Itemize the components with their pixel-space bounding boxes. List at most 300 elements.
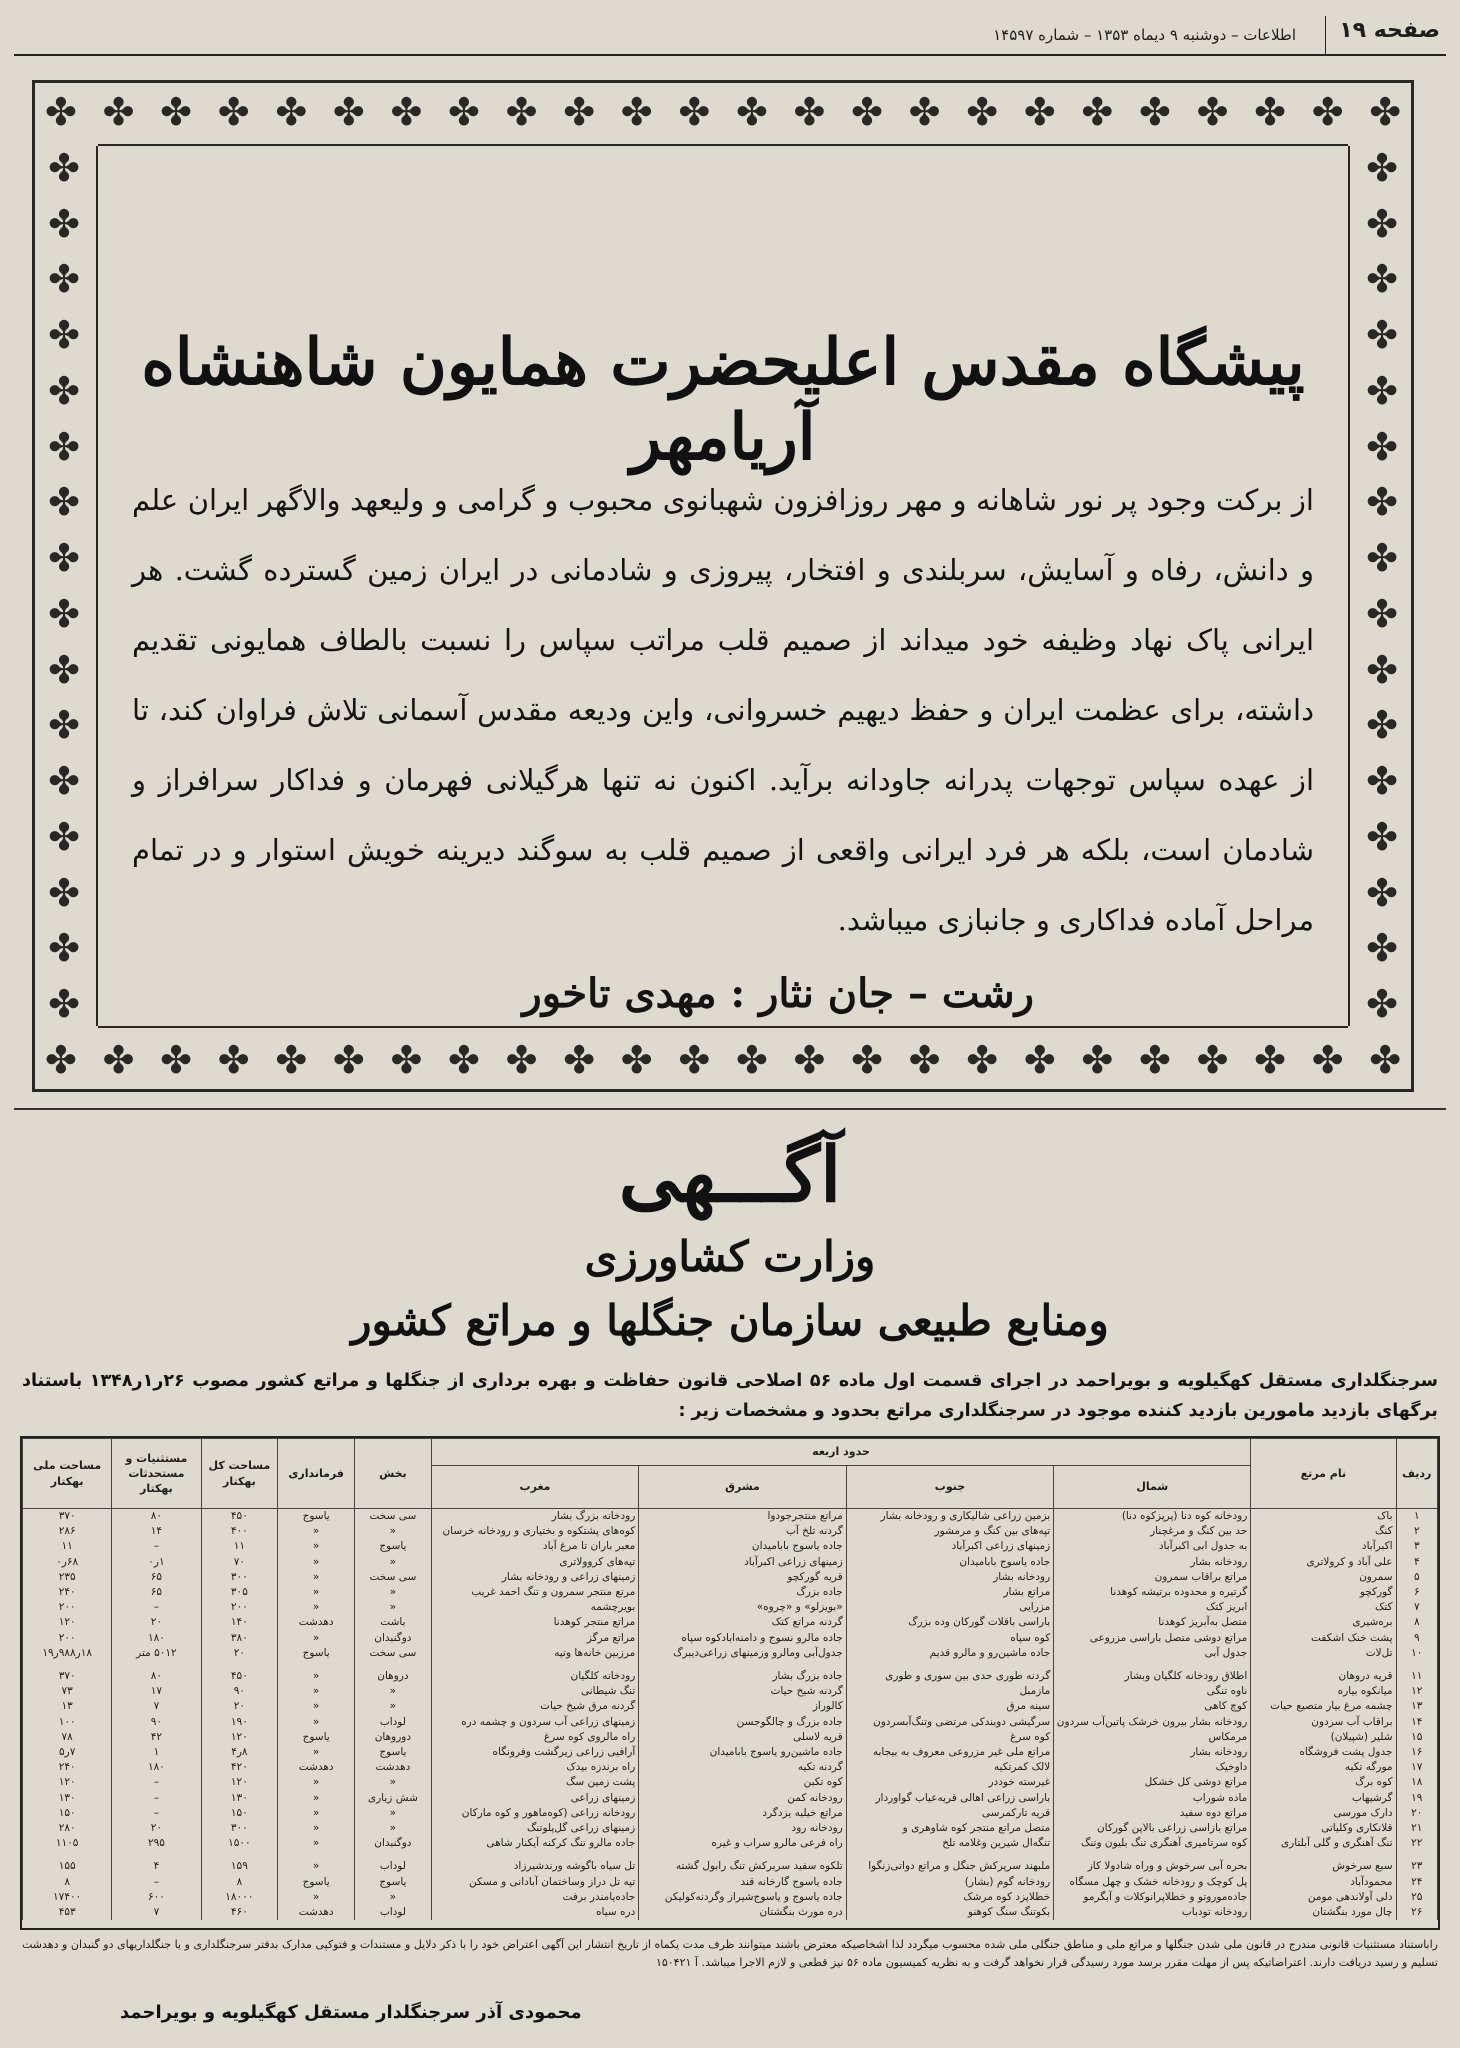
cell-bound-west: جاده‌‌یامندر برفت xyxy=(431,1890,639,1905)
cell-bound-west: پشت زمین سگ xyxy=(431,1775,639,1790)
ornament-border-top xyxy=(32,82,1414,142)
ornament-icon: ✤ xyxy=(1366,647,1398,692)
rangelands-table xyxy=(22,1438,1438,1920)
ornament-icon: ✤ xyxy=(48,368,80,413)
row-group-gap xyxy=(23,1851,1438,1859)
ornament-icon: ✤ xyxy=(45,90,77,134)
cell-national-area: ۱۸ر۹۸۸ر۱۹ xyxy=(23,1646,112,1661)
cell-national-area: ۱۲۰ xyxy=(23,1615,112,1630)
cell-bound-east: جاده بزرگ xyxy=(639,1585,846,1600)
announcement-signature: محمودی آذر سرجنگلدار مستقل کهگیلویه و بویراحمد xyxy=(120,2002,582,2023)
cell-rangeland-name: کتک xyxy=(1251,1600,1396,1615)
ornament-icon: ✤ xyxy=(793,1038,826,1082)
ornament-icon: ✤ xyxy=(48,424,80,469)
table-row xyxy=(23,1524,1438,1539)
ornament-icon: ✤ xyxy=(448,90,480,134)
cell-bound-north: کوه سرتامیری آهنگری تنگ بلیون وتنگ xyxy=(1054,1836,1251,1851)
ornament-icon: ✤ xyxy=(275,1038,308,1082)
cell-bound-east: کوه تکبن xyxy=(639,1775,846,1790)
ornament-icon: ✤ xyxy=(1081,1038,1114,1082)
cell-district: یاسوج xyxy=(355,1539,432,1554)
cell-governorate: دهدشت xyxy=(278,1905,355,1920)
cell-bound-north: مراتع دوشی متصل باراسی مزروعی xyxy=(1054,1631,1251,1646)
table-row xyxy=(23,1806,1438,1821)
ornament-icon: ✤ xyxy=(1196,90,1229,134)
table-row xyxy=(23,1760,1438,1775)
cell-national-area: ۲۸۰ xyxy=(23,1821,112,1836)
cell-bound-north: مراتع بازاسی زراعی بالاپن گورکان xyxy=(1054,1821,1251,1836)
cell-bound-west: دره سیاه xyxy=(431,1905,639,1920)
cell-bound-north: پل کوچک و رودخانه خشک و چهل مسگاه xyxy=(1054,1875,1251,1890)
cell-total-area: ۲۰۰ xyxy=(201,1600,278,1615)
cell-bound-east: گردنه تکیه xyxy=(639,1760,846,1775)
cell-district: یاسوج xyxy=(355,1745,432,1760)
cell-district: سی سخت xyxy=(355,1646,432,1661)
cell-national-area: ۱۷۴۰۰ xyxy=(23,1890,112,1905)
cell-national-area: ۱۲۰ xyxy=(23,1775,112,1790)
cell-exceptions-area: – xyxy=(112,1806,201,1821)
cell-governorate: « xyxy=(278,1806,355,1821)
cell-exceptions-area: ۱۸۰ xyxy=(112,1760,201,1775)
cell-bound-south: تنگه‌ال شیرین وغلامه تلخ xyxy=(846,1836,1053,1851)
frame-inner-top xyxy=(98,144,1348,146)
cell-district: « xyxy=(355,1684,432,1699)
cell-bound-east: جاده بزرگ و چالگوجسن xyxy=(639,1715,846,1730)
cell-governorate: یاسوج xyxy=(278,1509,355,1525)
cell-bound-east: گردنه مراتع کتک xyxy=(639,1615,846,1630)
cell-row-number: ۳ xyxy=(1396,1539,1437,1554)
col-header-governorate: فرمانداری xyxy=(278,1439,355,1509)
ornament-icon: ✤ xyxy=(1311,90,1344,134)
cell-rangeland-name: چال مورد بنگشتان xyxy=(1251,1905,1396,1920)
cell-bound-east: جاده یاسوج بابامیدان xyxy=(639,1539,846,1554)
cell-total-area: ۳۰۰ xyxy=(201,1821,278,1836)
cell-bound-north: رودخانه بشار xyxy=(1054,1745,1251,1760)
cell-row-number: ۱۲ xyxy=(1396,1684,1437,1699)
gap-cell xyxy=(639,1851,846,1859)
cell-bound-south: لالک کمرتکیه xyxy=(846,1760,1053,1775)
cell-bound-north: مراتع براقاب سمرون xyxy=(1054,1570,1251,1585)
cell-governorate: « xyxy=(278,1539,355,1554)
cell-governorate: « xyxy=(278,1745,355,1760)
cell-bound-west: رودخانه کلگیان xyxy=(431,1669,639,1684)
ornament-icon: ✤ xyxy=(48,201,80,246)
ornament-icon: ✤ xyxy=(390,90,423,134)
cell-governorate: دهدشت xyxy=(278,1615,355,1630)
header-divider xyxy=(1325,16,1326,54)
table-row xyxy=(23,1555,1438,1570)
gap-cell xyxy=(112,1851,201,1859)
cell-row-number: ۲۰ xyxy=(1396,1806,1437,1821)
ornament-icon: ✤ xyxy=(48,257,80,302)
cell-bound-south: کوه سرغ xyxy=(846,1730,1053,1745)
cell-bound-north: ماده شوراب xyxy=(1054,1791,1251,1806)
ornament-icon: ✤ xyxy=(1254,1038,1286,1082)
cell-national-area: ۲۳۵ xyxy=(23,1570,112,1585)
cell-exceptions-area: ۶۵ xyxy=(112,1585,201,1600)
ornament-icon: ✤ xyxy=(966,1038,999,1082)
ornament-icon: ✤ xyxy=(1081,90,1114,134)
ornament-icon: ✤ xyxy=(217,1038,250,1082)
cell-district: یاسوج xyxy=(355,1875,432,1890)
ornament-icon: ✤ xyxy=(217,90,250,134)
ornament-icon: ✤ xyxy=(1196,1038,1229,1082)
cell-bound-north: مراتع دوه سفید xyxy=(1054,1806,1251,1821)
cell-bound-east: جاده یاسوج و یاسوج‌شیراز وگردنه‌کولیکن xyxy=(639,1890,846,1905)
cell-rangeland-name: دارک مورسی xyxy=(1251,1806,1396,1821)
ornament-icon: ✤ xyxy=(1366,145,1398,190)
cell-bound-north: مراتع دوشی کل خشکل xyxy=(1054,1775,1251,1790)
cell-bound-south: کوه سپاه xyxy=(846,1631,1053,1646)
ornament-icon: ✤ xyxy=(48,926,80,971)
ornament-icon: ✤ xyxy=(1366,926,1398,971)
cell-bound-south: جاده یاسوج بابامیدان xyxy=(846,1555,1053,1570)
ornament-icon: ✤ xyxy=(908,1038,941,1082)
cell-row-number: ۲۳ xyxy=(1396,1859,1437,1874)
page-number: صفحه ۱۹ xyxy=(1339,18,1440,43)
cell-row-number: ۲۶ xyxy=(1396,1905,1437,1920)
ornament-icon: ✤ xyxy=(332,1038,365,1082)
ornament-icon: ✤ xyxy=(1366,313,1398,358)
ornament-icon: ✤ xyxy=(620,90,653,134)
ornament-icon: ✤ xyxy=(678,1038,711,1082)
cell-rangeland-name: باک xyxy=(1251,1509,1396,1525)
frame-ad-body: از برکت وجود پر نور شاهانه و مهر روزافزون شهبانوی محبوب و گرامی و ولیعهد والاگهر ایران علم و دانش، رفاه و آسایش، سربلندی و افتخار، پیروزی و شادمانی در ایران زمین گسترده گشت. هر ایرانی پاک نهاد وظیفه خود میداند از صمیم قلب مراتب سپاس را نسبت بالطاف همایونی تقدیم داشته، برای عظمت ایران و حفظ دیهیم خسروانی، واین ودیعه مقدس آسمانی تلاش فراوان کند، تا از عهده سپاس توجهات پدرانه جاودانه برآید. اکنون نه تنها هرگیلانی فهرمان و فداکار سرافراز و شادمان است، بلکه هر فرد ایرانی واقعی از صمیم قلب به سوگند دیرینه خویش استوار و در تمام مراحل آماده فداکاری و جانبازی میباشد. xyxy=(132,483,1314,937)
cell-total-area: ۴۲۰ xyxy=(201,1760,278,1775)
rangelands-table-wrapper xyxy=(20,1436,1440,1930)
cell-governorate: « xyxy=(278,1859,355,1874)
cell-bound-east: جاده یاسوج گارخانه قند xyxy=(639,1875,846,1890)
cell-rangeland-name: قلانکاری وکلیاتی xyxy=(1251,1821,1396,1836)
cell-exceptions-area: ۱ر۰ xyxy=(112,1555,201,1570)
ornament-icon: ✤ xyxy=(1366,814,1398,859)
cell-national-area: ۱۱ xyxy=(23,1539,112,1554)
ministry-name: وزارت کشاورزی xyxy=(584,1232,876,1281)
cell-bound-east: دره مورث بنگشتان xyxy=(639,1905,846,1920)
cell-district: سی سخت xyxy=(355,1509,432,1525)
cell-bound-east: جدول‌آبی ومالرو وزمینهای زراعی‌دیبرگ xyxy=(639,1646,846,1661)
cell-national-area: ۴۵۳ xyxy=(23,1905,112,1920)
cell-district: « xyxy=(355,1600,432,1615)
ornament-icon: ✤ xyxy=(45,1038,77,1082)
cell-governorate: « xyxy=(278,1684,355,1699)
cell-total-area: ۸ xyxy=(201,1875,278,1890)
cell-bound-north: رودخانه بشار xyxy=(1054,1555,1251,1570)
cell-governorate: « xyxy=(278,1600,355,1615)
table-row xyxy=(23,1875,1438,1890)
table-row xyxy=(23,1684,1438,1699)
table-row xyxy=(23,1585,1438,1600)
cell-rangeland-name: کنگ xyxy=(1251,1524,1396,1539)
gap-cell xyxy=(1054,1851,1251,1859)
cell-row-number: ۱۸ xyxy=(1396,1775,1437,1790)
cell-governorate: « xyxy=(278,1890,355,1905)
cell-bound-south: رودخانه بشار xyxy=(846,1570,1053,1585)
cell-row-number: ۱۶ xyxy=(1396,1745,1437,1760)
col-header-total-area: مساحت کل بهکتار xyxy=(201,1439,278,1509)
cell-row-number: ۲۲ xyxy=(1396,1836,1437,1851)
table-row xyxy=(23,1699,1438,1714)
cell-bound-west: زمینهای زراعی گل‌پلوتنگ xyxy=(431,1821,639,1836)
cell-total-area: ۱۹۰ xyxy=(201,1715,278,1730)
cell-bound-east: قریه لاسلی xyxy=(639,1730,846,1745)
cell-rangeland-name: چشمه مرغ بیار متصیع حیات xyxy=(1251,1699,1396,1714)
cell-rangeland-name: محمودآباد xyxy=(1251,1875,1396,1890)
cell-bound-south: گردنه طوری حدی بین سوری و طوری xyxy=(846,1669,1053,1684)
ornament-icon: ✤ xyxy=(390,1038,423,1082)
cell-national-area: ۷۳ xyxy=(23,1684,112,1699)
ornament-icon: ✤ xyxy=(1023,90,1056,134)
cell-row-number: ۴ xyxy=(1396,1555,1437,1570)
cell-row-number: ۱۳ xyxy=(1396,1699,1437,1714)
gap-cell xyxy=(112,1661,201,1669)
cell-bound-north: اطلاق رودخانه کلگیان وبشار xyxy=(1054,1669,1251,1684)
cell-governorate: دهدشت xyxy=(278,1760,355,1775)
cell-national-area: ۷ر۵ xyxy=(23,1745,112,1760)
cell-bound-west: معبر باران تا مرغ آباد xyxy=(431,1539,639,1554)
announcement-footer: راباستناد مستثنیات قانونی مندرج در قانون ملی شدن جنگلها و مراتع ملی و مناطق جنگلی ملی شده محسوب میگردد لذا اشخاصیکه معترض باشند میتوانند ظرف مدت یکماه از تاریخ انتشار این آگهی اعتراض خود را با ذکر دلایل و مستندات و فتوکپی مدارک بدفتر سرجنگلداری و یا جنگلداریهای دو گنبدان و دهدشت تسلیم و رسید دریافت دارند. اعتراضاتیکه پس از مهلت مقرر برسد مورد رسیدگی قرار نخواهد گرفت و به نظریه کمیسیون ماده ۵۶ نیز قطعی و لازم الاجرا میباشد. آ ۱۵۰۴۲۱ xyxy=(22,1938,1438,1969)
cell-row-number: ۲۴ xyxy=(1396,1875,1437,1890)
table-row xyxy=(23,1600,1438,1615)
cell-exceptions-area: ۲۰ xyxy=(112,1615,201,1630)
cell-total-area: ۴۰۰ xyxy=(201,1524,278,1539)
cell-governorate: « xyxy=(278,1715,355,1730)
cell-district: « xyxy=(355,1806,432,1821)
cell-exceptions-area: ۱۸۰ xyxy=(112,1631,201,1646)
gap-cell xyxy=(1396,1661,1437,1669)
gap-cell xyxy=(1251,1661,1396,1669)
cell-exceptions-area: ۸۰ xyxy=(112,1509,201,1525)
cell-bound-north: مرمکاس xyxy=(1054,1730,1251,1745)
cell-governorate: « xyxy=(278,1836,355,1851)
cell-bound-south: خطلاپزد کوه مرشک xyxy=(846,1890,1053,1905)
cell-exceptions-area: ۱ xyxy=(112,1745,201,1760)
cell-rangeland-name: سمرون xyxy=(1251,1570,1396,1585)
ornament-icon: ✤ xyxy=(620,1038,653,1082)
ornament-icon: ✤ xyxy=(1138,1038,1171,1082)
ornament-icon: ✤ xyxy=(48,870,80,915)
ornament-icon: ✤ xyxy=(505,90,538,134)
cell-total-area: ۴۵۰ xyxy=(201,1509,278,1525)
frame-ad-title: پیشگاه مقدس اعلیحضرت همایون شاهنشاه آریامهر xyxy=(141,325,1305,475)
cell-bound-east: جاده بزرگ بشار xyxy=(639,1669,846,1684)
ornament-icon: ✤ xyxy=(48,536,80,581)
cell-row-number: ۸ xyxy=(1396,1615,1437,1630)
cell-bound-west: گردنه مرق شیخ حیات xyxy=(431,1699,639,1714)
cell-national-area: ۸ xyxy=(23,1875,112,1890)
frame-inner-right xyxy=(1348,146,1350,1026)
ornament-icon: ✤ xyxy=(48,703,80,748)
row-group-gap xyxy=(23,1661,1438,1669)
announcement-title: آگـــهی xyxy=(618,1130,842,1219)
ornament-icon: ✤ xyxy=(1366,591,1398,636)
ornament-icon: ✤ xyxy=(505,1038,538,1082)
ornament-icon: ✤ xyxy=(102,90,135,134)
ornament-icon: ✤ xyxy=(1369,1038,1402,1082)
cell-bound-east: تلکوه سفید سربرکش تنگ رابول گشته xyxy=(639,1859,846,1874)
gap-cell xyxy=(201,1851,278,1859)
cell-rangeland-name: قریه دروهان xyxy=(1251,1669,1396,1684)
cell-row-number: ۱۹ xyxy=(1396,1791,1437,1806)
ornament-icon: ✤ xyxy=(908,90,941,134)
cell-bound-west: راه برندزه بیدک xyxy=(431,1760,639,1775)
col-header-east: مشرق xyxy=(639,1466,846,1509)
frame-inner-left xyxy=(96,146,98,1026)
cell-bound-east: مراتع خیلیه یزدگرد xyxy=(639,1806,846,1821)
cell-exceptions-area: ۲۰ xyxy=(112,1821,201,1836)
cell-total-area: ۱۲۰ xyxy=(201,1730,278,1745)
cell-national-area: ۳۷۰ xyxy=(23,1509,112,1525)
cell-bound-north: رودخانه تودباب xyxy=(1054,1905,1251,1920)
cell-bound-west: مرزبین خانه‌ها وتپه xyxy=(431,1646,639,1661)
gap-cell xyxy=(431,1851,639,1859)
ornament-icon: ✤ xyxy=(1311,1038,1344,1082)
cell-governorate: « xyxy=(278,1631,355,1646)
announcement-intro: سرجنگلداری مستقل کهگیلویه و بویراحمد در اجرای قسمت اول ماده ۵۶ اصلاحی قانون حفاظت و بهره برداری از جنگلها و مراتع کشور مصوب ۲۶ر۱ر۱۳۴۸ باستناد برگهای بازدید مامورین بازدید کننده موجود در سرجنگلداری مراتع بحدود و مشخصات زیر : xyxy=(22,1371,1439,1421)
table-row xyxy=(23,1570,1438,1585)
gap-cell xyxy=(278,1661,355,1669)
col-header-row: ردیف xyxy=(1396,1439,1437,1509)
cell-bound-west: کوه‌های پشتکوه و بختیاری و رودخانه خرسان xyxy=(431,1524,639,1539)
cell-rangeland-name: دلی آولاندهی مومن xyxy=(1251,1890,1396,1905)
ornament-icon: ✤ xyxy=(1366,759,1398,804)
cell-rangeland-name: براقاب آب سردون xyxy=(1251,1715,1396,1730)
cell-total-area: ۱۵۰۰ xyxy=(201,1836,278,1851)
cell-bound-north: گرتیره و محدوده برتیشه کوهدنا xyxy=(1054,1585,1251,1600)
gap-cell xyxy=(1396,1851,1437,1859)
table-row xyxy=(23,1890,1438,1905)
cell-district: « xyxy=(355,1775,432,1790)
ornament-icon: ✤ xyxy=(793,90,826,134)
cell-bound-west: بویرچشمه xyxy=(431,1600,639,1615)
cell-bound-south: سرگیشی دوبندکی مرتضی وتنگ‌آبسردون xyxy=(846,1715,1053,1730)
ornament-icon: ✤ xyxy=(735,90,768,134)
table-row xyxy=(23,1745,1438,1760)
ornament-icon: ✤ xyxy=(48,313,80,358)
cell-bound-west: تپه تل دراز وساختمان آبادانی و مسکن xyxy=(431,1875,639,1890)
cell-rangeland-name: مورگه تکیه xyxy=(1251,1760,1396,1775)
cell-bound-west: راه مالروی کوه سرغ xyxy=(431,1730,639,1745)
cell-bound-east: جاده مالرو نسوج و دامنه‌ابادکوه سپاه xyxy=(639,1631,846,1646)
cell-bound-south: مراتع ملی غیر مزروعی معروف به بیجابه xyxy=(846,1745,1053,1760)
cell-rangeland-name: تل‌لات xyxy=(1251,1646,1396,1661)
gap-cell xyxy=(278,1851,355,1859)
cell-bound-east: «بویزلو» و «چروه» xyxy=(639,1600,846,1615)
cell-exceptions-area: – xyxy=(112,1600,201,1615)
table-row xyxy=(23,1539,1438,1554)
cell-bound-north: کوچ کاهی xyxy=(1054,1699,1251,1714)
ornament-border-right xyxy=(1352,140,1412,1032)
cell-governorate: یاسوج xyxy=(278,1875,355,1890)
cell-row-number: ۲ xyxy=(1396,1524,1437,1539)
cell-exceptions-area: ۲۹۵ xyxy=(112,1836,201,1851)
organization-name: ومنابع طبیعی سازمان جنگلها و مراتع کشور xyxy=(351,1296,1109,1345)
cell-national-area: ۲۰۰ xyxy=(23,1631,112,1646)
cell-total-area: ۲۰ xyxy=(201,1699,278,1714)
cell-bound-west: تل سیاه باگوشه ورندشیرزاد xyxy=(431,1859,639,1874)
section-divider xyxy=(14,1108,1446,1110)
cell-total-area: ۴۶۰ xyxy=(201,1905,278,1920)
cell-district: دوگنبدان xyxy=(355,1631,432,1646)
cell-total-area: ۱۵۰ xyxy=(201,1806,278,1821)
cell-bound-west: مراتع مرگز xyxy=(431,1631,639,1646)
cell-bound-west: زمینهای زراعی آب سردون و چشمه دره xyxy=(431,1715,639,1730)
gap-cell xyxy=(639,1661,846,1669)
cell-bound-south: باراسی باقلات گورکان وده بزرگ xyxy=(846,1615,1053,1630)
cell-district: سی سخت xyxy=(355,1570,432,1585)
table-row xyxy=(23,1646,1438,1661)
cell-bound-west: زمینهای زراعی xyxy=(431,1791,639,1806)
col-header-west: مغرب xyxy=(431,1466,639,1509)
table-row xyxy=(23,1631,1438,1646)
cell-bound-east: زمینهای زراعی اکبرآباد xyxy=(639,1555,846,1570)
col-header-name: نام مرتع xyxy=(1251,1439,1396,1509)
cell-rangeland-name: شلیر (شپیلان) xyxy=(1251,1730,1396,1745)
issue-line: اطلاعات – دوشنبه ۹ دیماه ۱۳۵۳ – شماره ۱۴۵۹۷ xyxy=(993,26,1296,44)
cell-exceptions-area: ۵۰۱۲ متر xyxy=(112,1646,201,1661)
ornament-icon: ✤ xyxy=(1366,480,1398,525)
cell-district: « xyxy=(355,1524,432,1539)
cell-district: « xyxy=(355,1585,432,1600)
cell-national-area: ۱۵۵ xyxy=(23,1859,112,1874)
ornament-icon: ✤ xyxy=(1366,870,1398,915)
table-row xyxy=(23,1791,1438,1806)
cell-bound-west: مراتع منتجر کوهدنا xyxy=(431,1615,639,1630)
cell-rangeland-name: کوه برگ xyxy=(1251,1775,1396,1790)
cell-total-area: ۴۵۰ xyxy=(201,1669,278,1684)
cell-district: دوگنبدان xyxy=(355,1836,432,1851)
cell-bound-west: تنگ شیطانی xyxy=(431,1684,639,1699)
cell-governorate: یاسوج xyxy=(278,1730,355,1745)
cell-bound-south: بکوتنگ سنگ کوهنو xyxy=(846,1905,1053,1920)
cell-bound-east: رودخانه رود xyxy=(639,1821,846,1836)
cell-national-area: ۲۸۶ xyxy=(23,1524,112,1539)
ornament-icon: ✤ xyxy=(48,591,80,636)
ornament-icon: ✤ xyxy=(332,90,365,134)
gap-cell xyxy=(23,1661,112,1669)
cell-governorate: « xyxy=(278,1699,355,1714)
cell-exceptions-area: ۷ xyxy=(112,1905,201,1920)
col-header-north: شمال xyxy=(1054,1466,1251,1509)
cell-bound-south: جاده ماشین‌رو و مالرو قدیم xyxy=(846,1646,1053,1661)
cell-bound-south: مراتع بشار xyxy=(846,1585,1053,1600)
ornament-icon: ✤ xyxy=(1254,90,1286,134)
cell-bound-north: جاده‌موروتو و خطلاپرانوکلات و آبگرمو xyxy=(1054,1890,1251,1905)
cell-governorate: « xyxy=(278,1570,355,1585)
ornament-icon: ✤ xyxy=(563,1038,596,1082)
ornament-border-left xyxy=(34,140,94,1032)
ornament-icon: ✤ xyxy=(1366,201,1398,246)
cell-district: « xyxy=(355,1890,432,1905)
cell-row-number: ۱ xyxy=(1396,1509,1437,1525)
table-row xyxy=(23,1669,1438,1684)
frame-ad-signature: رشت – جان نثار : مهدی تاخور xyxy=(522,970,1034,1017)
cell-bound-east: رودخانه کمن xyxy=(639,1791,846,1806)
cell-national-area: ۱۳۰ xyxy=(23,1791,112,1806)
cell-national-area: ۱۰۰ xyxy=(23,1715,112,1730)
table-row xyxy=(23,1615,1438,1630)
ornament-icon: ✤ xyxy=(1366,536,1398,581)
ornament-icon: ✤ xyxy=(1366,257,1398,302)
cell-district: شش زیاری xyxy=(355,1791,432,1806)
cell-exceptions-area: ۱۴ xyxy=(112,1524,201,1539)
frame-inner-bottom xyxy=(98,1026,1348,1028)
gap-cell xyxy=(1054,1661,1251,1669)
cell-bound-west: تپه‌های کروولاتری xyxy=(431,1555,639,1570)
cell-district: « xyxy=(355,1699,432,1714)
cell-bound-north: رودخانه بشار بیرون خرشک پاتین‌آب سردون xyxy=(1054,1715,1251,1730)
cell-district: باشت xyxy=(355,1615,432,1630)
